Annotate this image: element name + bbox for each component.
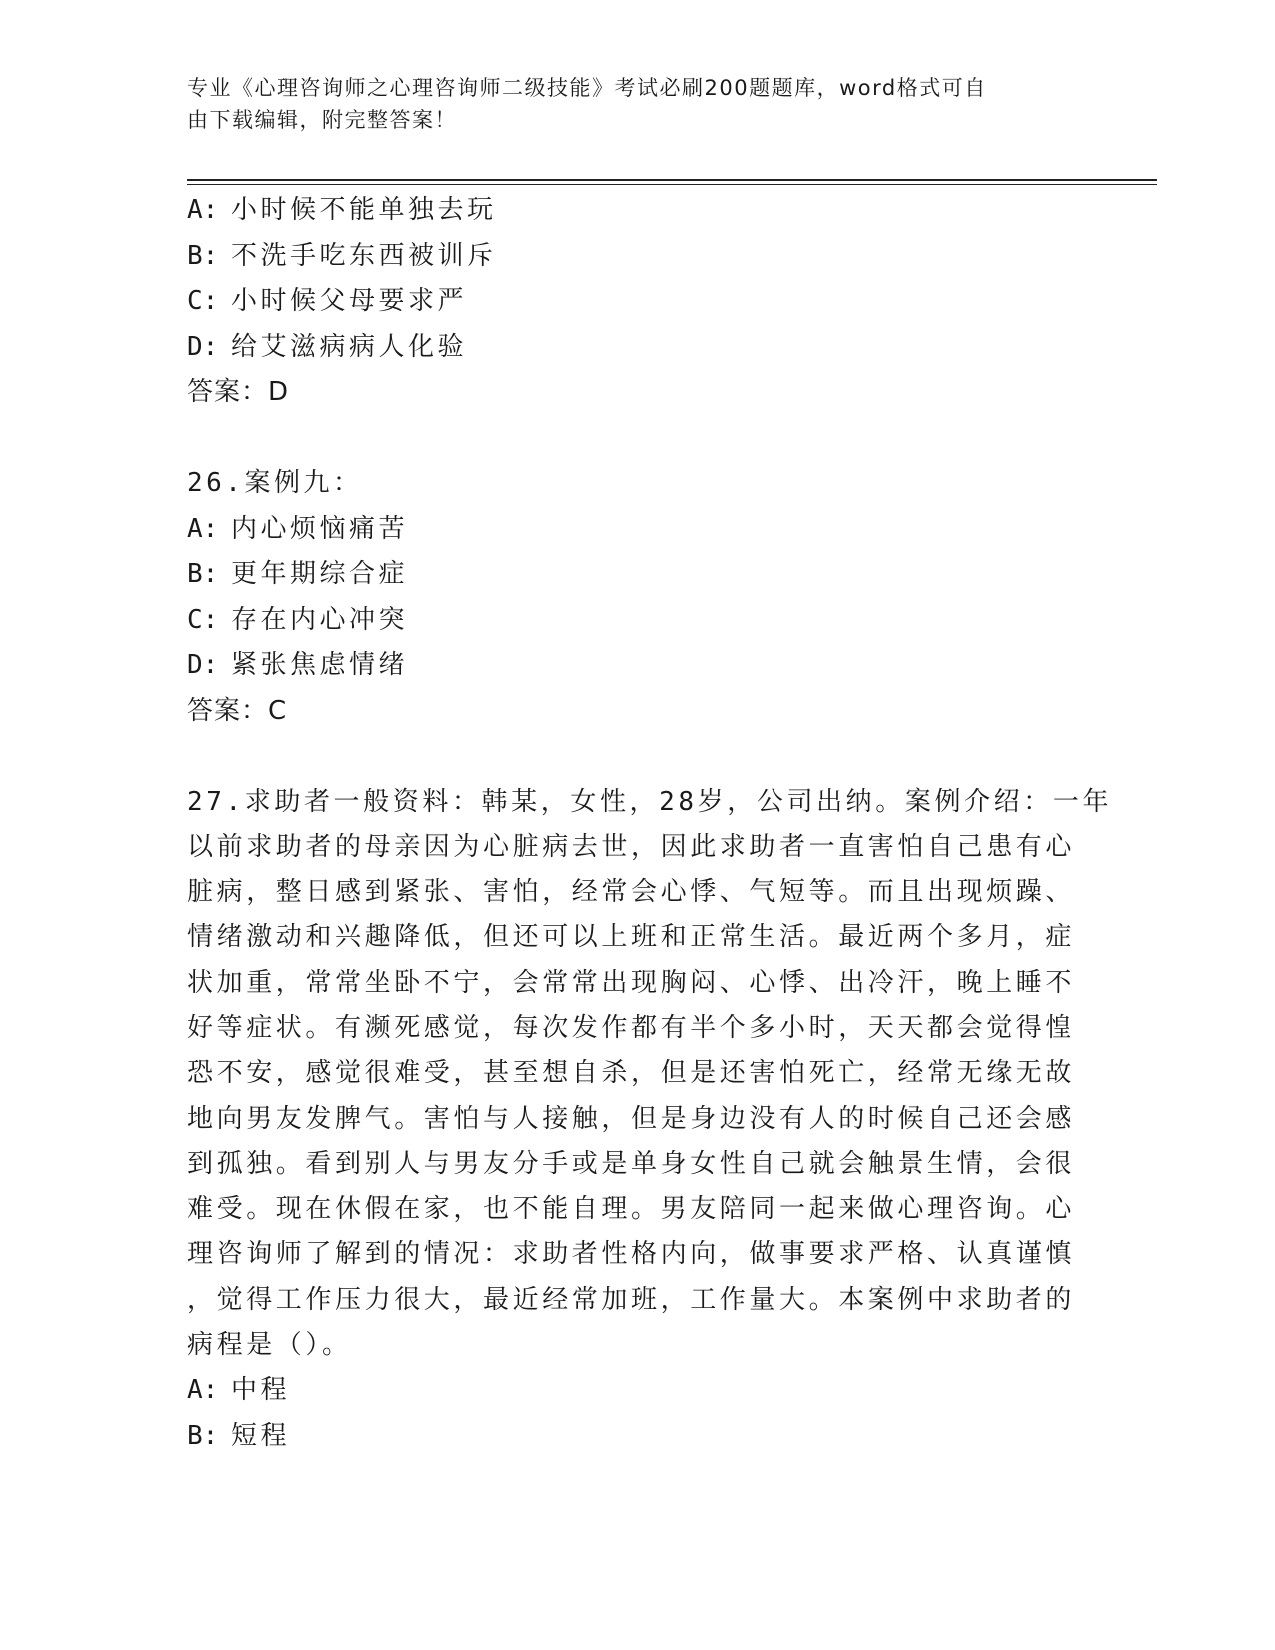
question-text-line: 理咨询师了解到的情况：求助者性格内向，做事要求严格、认真谨慎 [187, 1239, 1076, 1270]
document-header [187, 72, 1057, 136]
question-text-line: 病程是（）。 [187, 1330, 352, 1361]
option-a [187, 507, 1087, 553]
option-text: 给艾滋病病人化验 [231, 331, 468, 362]
option-a [187, 1368, 1087, 1414]
question-title: 26.案例九： [187, 468, 363, 498]
option-a [187, 188, 1087, 234]
answer-line: 答案：D [187, 377, 290, 407]
option-text: 存在内心冲突 [231, 604, 409, 635]
option-b [187, 234, 1087, 280]
header-divider-thick [187, 179, 1157, 181]
option-key: D: [187, 331, 219, 362]
option-text: 内心烦恼痛苦 [231, 513, 409, 544]
option-key: C: [187, 604, 219, 635]
document-body [187, 188, 1113, 1459]
option-c [187, 598, 1087, 644]
question-text-line: 地向男友发脾气。害怕与人接触，但是身边没有人的时候自己还会感 [187, 1103, 1076, 1134]
option-key: A: [187, 513, 219, 544]
question-25-block [187, 188, 1087, 416]
option-key: A: [187, 1375, 219, 1406]
question-26-block [187, 461, 1087, 734]
option-b [187, 552, 1087, 598]
question-text-line: 情绪激动和兴趣降低，但还可以上班和正常生活。最近两个多月，症 [187, 922, 1076, 953]
question-text-line: 难受。现在休假在家，也不能自理。男友陪同一起来做心理咨询。心 [187, 1194, 1076, 1225]
question-text-line: 到孤独。看到别人与男友分手或是单身女性自己就会触景生情，会很 [187, 1148, 1076, 1179]
question-text-line: 状加重，常常坐卧不宁，会常常出现胸闷、心悸、出冷汗，晚上睡不 [187, 967, 1076, 998]
spacer [187, 734, 1087, 780]
option-text: 不洗手吃东西被训斥 [231, 240, 497, 271]
header-line-1: 专业《心理咨询师之心理咨询师二级技能》考试必刷200题题库，word格式可自 [187, 76, 987, 100]
spacer [187, 416, 1087, 462]
question-text-line: 恐不安，感觉很难受，甚至想自杀，但是还害怕死亡，经常无缘无故 [187, 1058, 1076, 1089]
option-text: 小时候父母要求严 [231, 286, 468, 316]
option-d [187, 643, 1087, 689]
question-text-line: 好等症状。有濒死感觉，每次发作都有半个多小时，天天都会觉得惶 [187, 1012, 1076, 1043]
option-b [187, 1414, 1087, 1460]
answer-line: 答案：C [187, 695, 288, 726]
option-key: B: [187, 1420, 219, 1451]
option-text: 短程 [231, 1420, 291, 1451]
question-text-line: 27.求助者一般资料：韩某，女性，28岁，公司出纳。案例介绍：一年 [187, 786, 1113, 817]
option-key: A: [187, 195, 219, 225]
option-key: D: [187, 650, 219, 680]
option-text: 更年期综合症 [231, 559, 409, 589]
option-d [187, 325, 1087, 371]
question-text-line: 以前求助者的母亲因为心脏病去世，因此求助者一直害怕自己患有心 [187, 831, 1076, 862]
option-text: 紧张焦虑情绪 [231, 650, 409, 680]
option-key: C: [187, 286, 219, 316]
option-c [187, 279, 1087, 325]
header-divider-thin [187, 184, 1157, 185]
option-text: 中程 [231, 1375, 291, 1406]
question-text-line: ，觉得工作压力很大，最近经常加班，工作量大。本案例中求助者的 [187, 1284, 1076, 1315]
header-line-2: 由下载编辑，附完整答案！ [187, 108, 457, 132]
option-key: B: [187, 240, 219, 271]
question-text-line: 脏病，整日感到紧张、害怕，经常会心悸、气短等。而且出现烦躁、 [187, 877, 1076, 908]
option-text: 小时候不能单独去玩 [231, 195, 497, 225]
question-27-block [187, 780, 1113, 1460]
option-key: B: [187, 559, 219, 589]
